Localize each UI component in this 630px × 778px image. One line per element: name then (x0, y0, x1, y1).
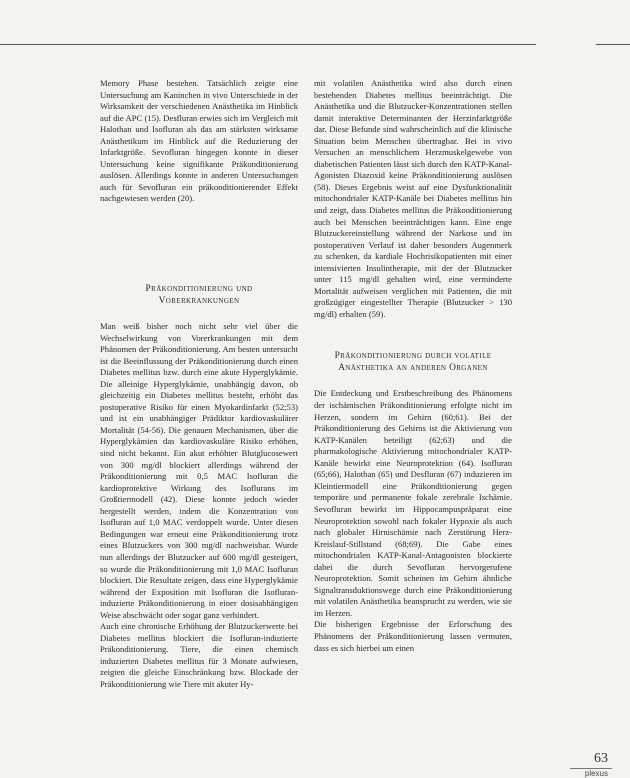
left-paragraph-1: Memory Phase bestehen. Tatsächlich zeigte eine Untersuchung am Kaninchen in vivo Unterschiede in der Wirksamkeit der verschiedenen Anästhetika im Hinblick auf die APC (15). Desfluran erwies sich im Vergleich mit Halothan und Isofluran als das am stärksten wirksame Anästhetikum im Hinblick auf die Reduzierung der Infarktgröße. Sevofluran hingegen konnte in dieser Untersuchung keine signifikante Präkonditionierung auslösen. Allerdings konnte in anderen Untersuchungen auch für Sevofluran ein präkonditionierender Effekt nachgewiesen werden (20). (100, 78, 298, 204)
right-paragraph-1: mit volatilen Anästhetika wird also durch einen bestehenden Diabetes mellitus beeinträchtigt. Die Anästhetika und die Blutzucker-Konzentrationen stellen damit interaktive Determinanten der Herzinfarktgröße dar. Diese Befunde sind wahrscheinlich auf die klinische Situation beim Menschen übertragbar. Bei in vivo Versuchen an menschlichem Herzmuskelgewebe von diabetischen Patienten lässt sich durch den KATP-Kanal-Agonisten Diazoxid keine Präkonditionierung auslösen (58). Dieses Ergebnis weist auf eine Dysfunktionalität mitochondrialer KATP-Kanäle bei Diabetes mellitus hin und zeigt, dass Diabetes mellitus die Präkonditionierung auch bei Menschen beeinträchtigen kann. Eine enge Blutzuckereinstellung während der Narkose und im postoperativen Verlauf ist daher besonders Augenmerk zu schenken, da kardiale Hochrisikopatienten mit einer intensivierten Insulintherapie, mit der der Blutzucker unter 115 mg/dl gehalten wird, eine verminderte Mortalität aufweisen verglichen mit Patienten, die mit großzügiger eingestellter Therapie (Blutzucker > 130 mg/dl) erhalten (59). (314, 78, 512, 319)
left-paragraph-2: Man weiß bisher noch nicht sehr viel über die Wechselwirkung von Vorerkrankungen mit dem Phänomen der Präkonditionierung. Am besten untersucht ist die Beeinflussung der Präkonditionierung durch einen Diabetes mellitus bzw. durch eine akute Hyperglykämie. Die alleinige Hyperglykämie, unabhängig davon, ob gleichzeitig ein Diabetes mellitus besteht, erhöht das postoperative Risiko für einen Myokardinfarkt (52;53) und ist ein unabhängiger Prädiktor kardiovaskulärer Mortalität (54-56). Die genauen Mechanismen, über die Hyperglykämien das kardiovaskuläre Risiko erhöhen, sind nicht bekannt. Ein akut erhöhter Blutglucosewert von 300 mg/dl blockiert allerdings während der Präkonditionierung mit 0,5 MAC Isofluran die kardioprotektive Wirkung des Isoflurans im Großtiermodell (42). Diese konnte jedoch wieder hergestellt werden, indem die Konzentration von Isofluran auf 1,0 MAC verdoppelt wurde. Unter diesen Bedingungen war erneut eine Präkonditionierung trotz eines Blutzuckers von 300 mg/dl nachweisbar. Wurde nun allerdings der Blutzucker auf 600 mg/dl gesteigert, so wurde die Präkonditionierung mit 1,0 MAC Isofluran blockiert. Die Resultate zeigen, dass eine Hyperglykämie während der Exposition mit Isofluran die Isofluran-induzierte Präkonditionierung in einer dosisabhängigen Weise abschwächt oder sogar ganz verhindert. (100, 321, 298, 620)
left-section-heading-line-1: Präkonditionierung und (145, 284, 253, 295)
right-section-heading-line-2: Anästhetika an anderen Organen (338, 363, 488, 374)
spacer (314, 374, 512, 388)
right-paragraph-3: Die bisherigen Ergebnisse der Erforschung des Phänomens der Präkonditionierung lassen vermuten, dass es sich hierbei um einen (314, 619, 512, 653)
spacer (100, 307, 298, 321)
page-number: 63 (594, 751, 608, 766)
left-paragraph-3: Auch eine chronische Erhöhung der Blutzuckerwerte bei Diabetes mellitus blockiert die Isofluran-induzierte Präkonditionierung. Tiere, die einen chemisch induzierten Diabetes mellitus für 3 Monate aufwiesen, zeigten die gleiche Einschränkung bzw. Blockade der Präkonditionierung wie Tiere mit akuter Hy- (100, 621, 298, 689)
header-rule-left (0, 44, 536, 45)
publisher-name: plexus (584, 769, 608, 778)
right-column (314, 78, 512, 654)
right-section-heading-line-1: Präkonditionierung durch volatile (334, 351, 492, 362)
spacer (100, 205, 298, 283)
spacer (314, 320, 512, 350)
right-paragraph-2: Die Entdeckung und Erstbeschreibung des Phänomens der ischämischen Präkonditionierung erfolgte nicht im Herzen, sondern im Gehirn (60;61). Bei der Präkonditionierung des Gehirns ist die Aktivierung von KATP-Kanälen beteiligt (62;63) und die pharmakologische Aktivierung mitochondrialer KATP-Kanäle bewirkt eine Neuroprotektion (64). Isofluran (65;66), Halothan (65) und Desfluran (67) induzieren im Kleintiermodell eine Präkonditionierung gegen temporäre und permanente fokale zerebrale Ischämie. Sevofluran bewirkt im Hippocampuspräparat eine Neuroprotektion sowohl nach fokaler Hypoxie als auch nach globaler Hirnischämie nach Zerstörung Herz-Kreislauf-Stillstand (68;69). Die Gabe eines mitochondrialen KATP-Kanal-Antagonisten blockierte dabei die durch Sevofluran hervorgerufene Neuroprotektion. Somit scheinen im Gehirn ähnliche Signaltransduktionswege durch eine Präkonditionierung mit volatilen Anästhetika beansprucht zu werden, wie sie im Herzen. (314, 388, 512, 618)
left-section-heading-line-2: Vorerkrankungen (158, 296, 240, 307)
left-column (100, 78, 298, 691)
header-rule-right (596, 44, 630, 45)
